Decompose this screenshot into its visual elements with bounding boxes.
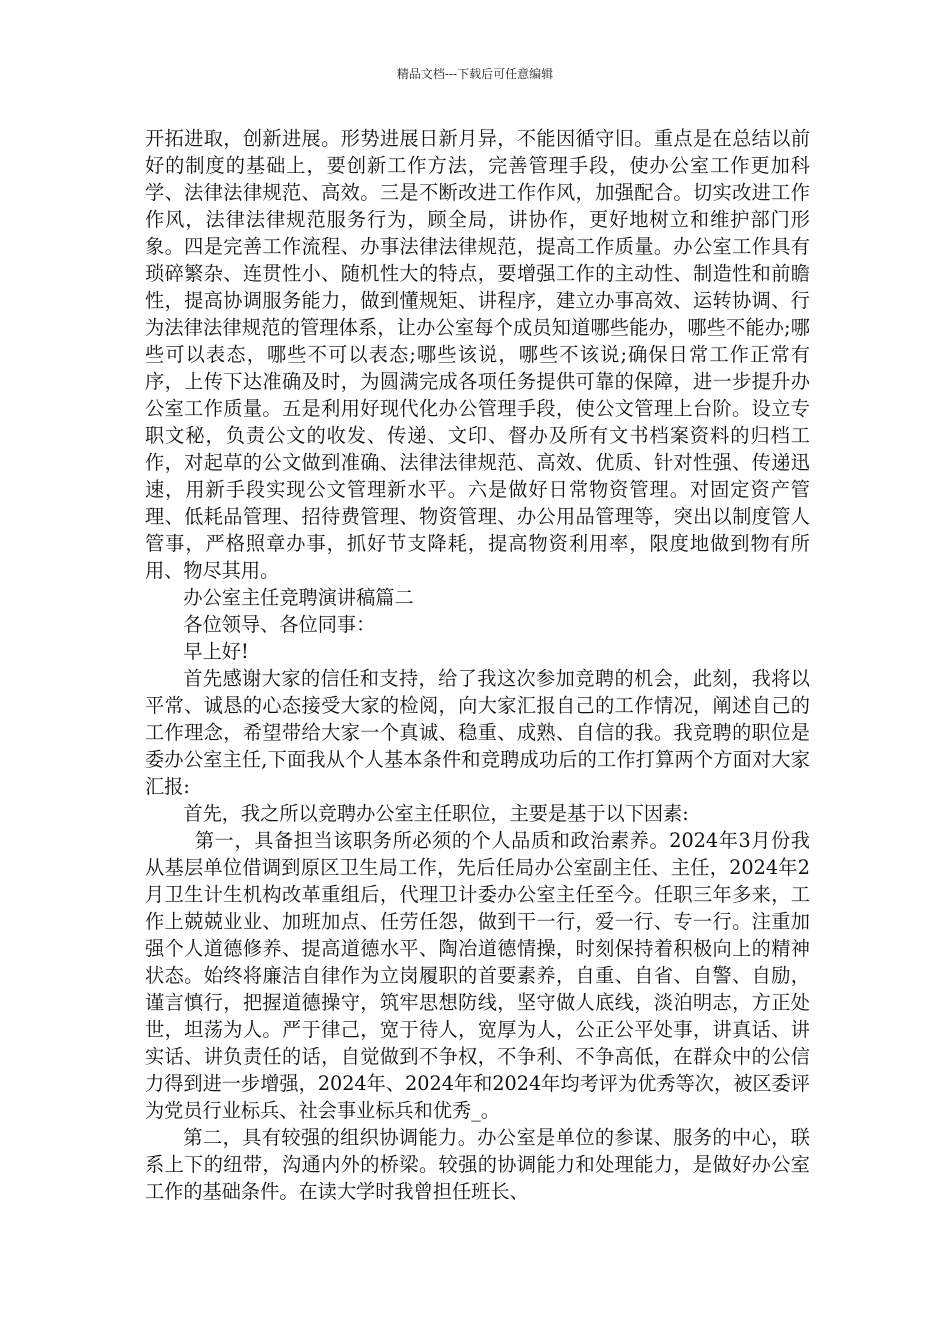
salutation: 各位领导、各位同事： xyxy=(183,613,376,636)
paragraph-first-point: 第一，具备担当该职务所必须的个人品质和政治素养。2024年3月份我从基层单位借调到原区卫生局工作，先后任局办公室副主任、主任，2024年2月卫生计生机构改革重组后，代理卫计委办公室主任至今。任职三年多来，工作上兢兢业业、加班加点、任劳任怨，做到干一行，爱一行、专一行。注重加强个人道德修养、提高道德水平、陶冶道德情操，时刻保持着积极向上的精神状态。始终将廉洁自律作为立岗履职的首要素养，自重、自省、自警、自励，谨言慎行，把握道德操守，筑牢思想防线，坚守做人底线，淡泊明志，方正处世，坦荡为人。严于律己，宽于待人，宽厚为人，公正公平处事，讲真话、讲实话、讲负责任的话，自觉做到不争权，不争利、不争高低，在群众中的公信力得到进一步增强，2024年、2024年和2024年均考评为优秀等次，被区委评为党员行业标兵、社会事业标兵和优秀_。 xyxy=(145,829,810,1122)
section-heading: 办公室主任竞聘演讲稿篇二 xyxy=(183,586,414,609)
paragraph-intro: 首先感谢大家的信任和支持，给了我这次参加竞聘的机会，此刻，我将以平常、诚恳的心态接受大家的检阅，向大家汇报自己的工作情况，阐述自己的工作理念，希望带给大家一个真诚、稳重、成熟、自信的我。我竞聘的职位是委办公室主任,下面我从个人基本条件和竞聘成功后的工作打算两个方面对大家汇报: xyxy=(145,667,810,798)
page-header: 精品文档---下载后可任意编辑 xyxy=(396,67,554,81)
greeting: 早上好! xyxy=(183,640,249,663)
paragraph-second-point: 第二，具有较强的组织协调能力。办公室是单位的参谋、服务的中心，联系上下的纽带，沟通内外的桥梁。较强的协调能力和处理能力，是做好办公室工作的基础条件。在读大学时我曾担任班长、 xyxy=(145,1126,810,1203)
document-body xyxy=(145,125,810,1205)
paragraph-reasons: 首先，我之所以竞聘办公室主任职位，主要是基于以下因素: xyxy=(183,802,689,825)
paragraph-continuation: 开拓进取，创新进展。形势进展日新月异，不能因循守旧。重点是在总结以前好的制度的基础上，要创新工作方法，完善管理手段，使办公室工作更加科学、法律法律规范、高效。三是不断改进工作作风，加强配合。切实改进工作作风，法律法律规范服务行为，顾全局，讲协作，更好地树立和维护部门形象。四是完善工作流程、办事法律法律规范，提高工作质量。办公室工作具有琐碎繁杂、连贯性小、随机性大的特点，要增强工作的主动性、制造性和前瞻性，提高协调服务能力，做到懂规矩、讲程序，建立办事高效、运转协调、行为法律法律规范的管理体系，让办公室每个成员知道哪些能办，哪些不能办;哪些可以表态，哪些不可以表态;哪些该说，哪些不该说;确保日常工作正常有序，上传下达准确及时，为圆满完成各项任务提供可靠的保障，进一步提升办公室工作质量。五是利用好现代化办公管理手段，使公文管理上台阶。设立专职文秘，负责公文的收发、传递、文印、督办及所有文书档案资料的归档工作，对起草的公文做到准确、法律法律规范、高效、优质、针对性强、传递迅速，用新手段实现公文管理新水平。六是做好日常物资管理。对固定资产管理、低耗品管理、招待费管理、物资管理、办公用品管理等，突出以制度管人管事，严格照章办事，抓好节支降耗，提高物资利用率，限度地做到物有所用、物尽其用。 xyxy=(145,127,810,582)
